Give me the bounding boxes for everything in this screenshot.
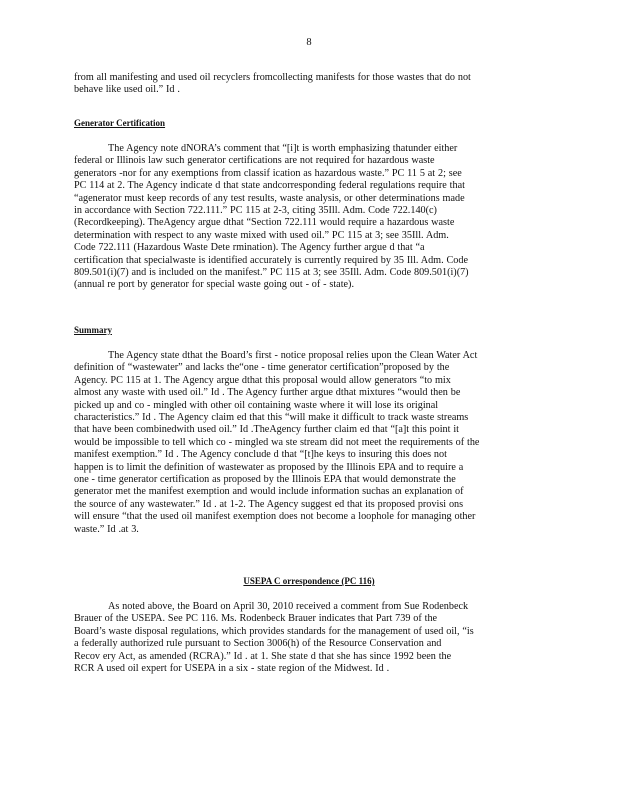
text-line: behave like used oil.” Id . (74, 84, 180, 96)
text-line: 809.501(i)(7) and is included on the manifest.” PC 115 at 3; see 35Ill. Adm. Code 809.501(i)(7) (74, 267, 469, 279)
section-heading-summary: Summary (74, 325, 112, 335)
text-line: from all manifesting and used oil recyclers fromcollecting manifests for those wastes that do not (74, 72, 471, 83)
text-line: determination with respect to any waste mixed with used oil.” PC 115 at 3; see 35Ill. Adm. (74, 229, 449, 241)
text-line: waste.” Id .at 3. (74, 523, 139, 535)
text-line: Code 722.111 (Hazardous Waste Dete rmination). The Agency further argue d that “a (74, 242, 425, 254)
summary-paragraph (74, 350, 536, 536)
usepa-paragraph (74, 601, 536, 675)
text-line: manifest exemption.” Id . The Agency conclude d that “[t]he keys to insuring this does not (74, 449, 447, 461)
section-heading-generator-certification: Generator Certification (74, 118, 166, 128)
text-line: The Agency note dNORA’s comment that “[i]t is worth emphasizing thatunder either (108, 143, 458, 154)
text-line: Brauer of the USEPA. See PC 116. Ms. Rodenbeck Brauer indicates that Part 739 of the (74, 613, 438, 625)
text-line: federal or Illinois law such generator certifications are not required for hazardous waste (74, 155, 435, 167)
text-line: definition of “wastewater” and lacks the“one - time generator certification”proposed by the (74, 362, 450, 374)
text-line: will ensure “that the used oil manifest exemption does not become a loophole for managing other (74, 511, 476, 523)
text-line: almost any waste with used oil.” Id . The Agency further argue dthat mixtures “would then be (74, 387, 461, 399)
text-line: one - time generator certification as proposed by the Illinois EPA that would demonstrate the (74, 474, 456, 486)
text-line: PC 114 at 2. The Agency indicate d that state andcorresponding federal regulations require that (74, 180, 465, 192)
text-line: (Recordkeeping). TheAgency argue dthat “Section 722.111 would require a hazardous waste (74, 217, 455, 229)
text-line: Agency. PC 115 at 1. The Agency argue dthat this proposal would allow generators “to mix (74, 374, 451, 386)
text-line: The Agency state dthat the Board’s first - notice proposal relies upon the Clean Water Act (108, 350, 478, 361)
text-line: happen is to limit the definition of wastewater as proposed by the Illinois EPA and to require a (74, 461, 464, 473)
text-line: (annual re port by generator for special waste going out - of - state). (74, 279, 354, 291)
text-line: certification that specialwaste is identified accurately is currently required by 35 Ill. Adm. Code (74, 254, 469, 266)
section-heading-usepa-correspondence: USEPA C orrespondence (PC 116) (243, 576, 375, 586)
intro-paragraph (74, 72, 536, 97)
text-line: a federally authorized rule pursuant to Section 3006(h) of the Resource Conservation and (74, 638, 442, 650)
text-line: generators -nor for any exemptions from classif ication as hazardous waste.” PC 11 5 at 2; see (74, 167, 462, 179)
text-line: characteristics.” Id . The Agency claim ed that this “will make it difficult to track waste streams (74, 412, 469, 424)
text-line: generator met the manifest exemption and would include information suchas an explanation of (74, 486, 464, 498)
text-line: Board’s waste disposal regulations, which provides standards for the management of used oil, “is (74, 625, 474, 637)
text-line: RCR A used oil expert for USEPA in a six - state region of the Midwest. Id . (74, 663, 390, 675)
text-line: the source of any wastewater.” Id . at 1-2. The Agency suggest ed that its proposed provisi ons (74, 498, 464, 510)
text-line: that have been combinedwith used oil.” Id .TheAgency further claim ed that “[a]t this point it (74, 424, 459, 436)
generator-certification-paragraph (74, 143, 536, 292)
page-number: 8 (306, 37, 312, 48)
text-line: “agenerator must keep records of any test results, waste analysis, or other determinations made (74, 192, 465, 204)
text-line: As noted above, the Board on April 30, 2010 received a comment from Sue Rodenbeck (108, 601, 469, 612)
text-line: picked up and co - mingled with other oil containing waste where it will lose its original (74, 399, 439, 411)
text-line: in accordance with Section 722.111.” PC 115 at 2-3, citing 35Ill. Adm. Code 722.140(c) (74, 205, 437, 217)
text-line: Recov ery Act, as amended (RCRA).” Id . at 1. She state d that she has since 1992 been the (74, 650, 452, 662)
text-line: would be impossible to tell which co - mingled wa ste stream did not meet the requirements of the (74, 436, 480, 448)
